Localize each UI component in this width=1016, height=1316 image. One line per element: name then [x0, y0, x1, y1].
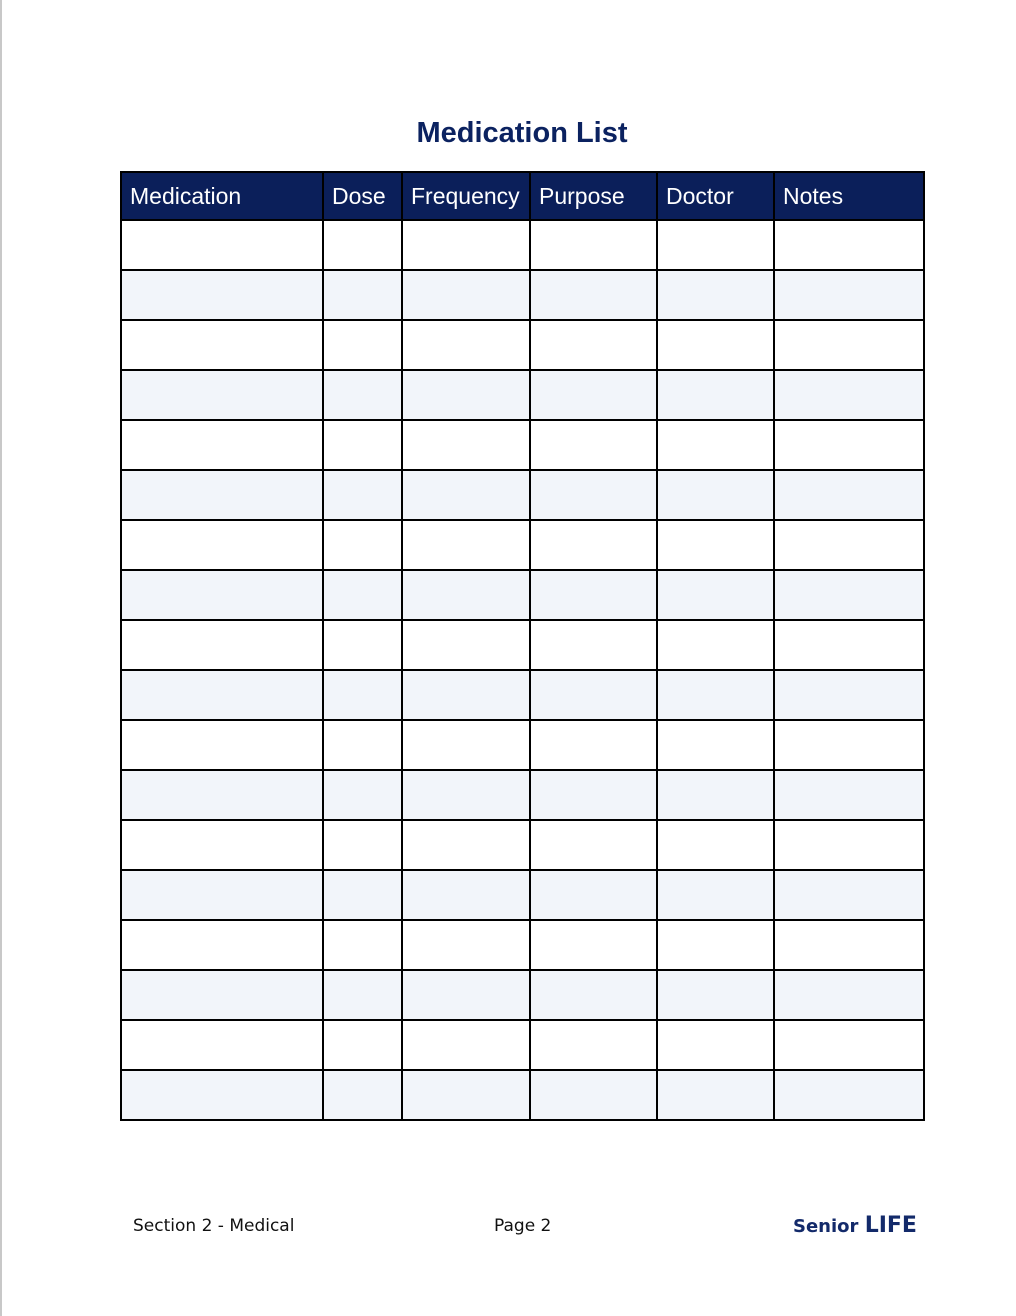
cell-notes[interactable]	[774, 870, 924, 920]
cell-dose[interactable]	[323, 1070, 402, 1120]
cell-frequency[interactable]	[402, 1070, 530, 1120]
table-row	[121, 820, 924, 870]
cell-notes[interactable]	[774, 720, 924, 770]
column-header-dose: Dose	[323, 172, 402, 220]
cell-frequency[interactable]	[402, 370, 530, 420]
cell-doctor[interactable]	[657, 570, 774, 620]
cell-dose[interactable]	[323, 720, 402, 770]
cell-purpose[interactable]	[530, 320, 657, 370]
cell-notes[interactable]	[774, 970, 924, 1020]
cell-purpose[interactable]	[530, 1020, 657, 1070]
cell-dose[interactable]	[323, 570, 402, 620]
medication-table	[120, 171, 925, 1121]
cell-medication[interactable]	[121, 470, 323, 520]
cell-purpose[interactable]	[530, 370, 657, 420]
cell-purpose[interactable]	[530, 920, 657, 970]
cell-medication[interactable]	[121, 1020, 323, 1070]
cell-frequency[interactable]	[402, 320, 530, 370]
table-row	[121, 720, 924, 770]
cell-purpose[interactable]	[530, 720, 657, 770]
table-row	[121, 1070, 924, 1120]
table-row	[121, 670, 924, 720]
cell-frequency[interactable]	[402, 220, 530, 270]
table-row	[121, 1020, 924, 1070]
page-edge	[0, 0, 2, 1316]
cell-medication[interactable]	[121, 1070, 323, 1120]
column-header-purpose: Purpose	[530, 172, 657, 220]
cell-dose[interactable]	[323, 820, 402, 870]
cell-medication[interactable]	[121, 870, 323, 920]
table-row	[121, 420, 924, 470]
cell-notes[interactable]	[774, 620, 924, 670]
cell-purpose[interactable]	[530, 670, 657, 720]
cell-medication[interactable]	[121, 970, 323, 1020]
cell-frequency[interactable]	[402, 420, 530, 470]
cell-purpose[interactable]	[530, 270, 657, 320]
cell-doctor[interactable]	[657, 620, 774, 670]
cell-doctor[interactable]	[657, 1020, 774, 1070]
cell-doctor[interactable]	[657, 470, 774, 520]
cell-frequency[interactable]	[402, 970, 530, 1020]
cell-doctor[interactable]	[657, 420, 774, 470]
cell-medication[interactable]	[121, 920, 323, 970]
cell-frequency[interactable]	[402, 920, 530, 970]
cell-dose[interactable]	[323, 1020, 402, 1070]
cell-notes[interactable]	[774, 820, 924, 870]
footer-section: Section 2 - Medical	[133, 1216, 295, 1236]
cell-purpose[interactable]	[530, 420, 657, 470]
cell-notes[interactable]	[774, 370, 924, 420]
cell-dose[interactable]	[323, 270, 402, 320]
cell-frequency[interactable]	[402, 1020, 530, 1070]
cell-medication[interactable]	[121, 820, 323, 870]
cell-purpose[interactable]	[530, 620, 657, 670]
cell-notes[interactable]	[774, 470, 924, 520]
footer-page-number: Page 2	[494, 1216, 552, 1236]
cell-frequency[interactable]	[402, 670, 530, 720]
cell-medication[interactable]	[121, 420, 323, 470]
cell-doctor[interactable]	[657, 970, 774, 1020]
table-row	[121, 570, 924, 620]
cell-doctor[interactable]	[657, 920, 774, 970]
cell-notes[interactable]	[774, 220, 924, 270]
table-row	[121, 770, 924, 820]
cell-notes[interactable]	[774, 670, 924, 720]
cell-medication[interactable]	[121, 570, 323, 620]
cell-notes[interactable]	[774, 270, 924, 320]
table-row	[121, 320, 924, 370]
cell-dose[interactable]	[323, 970, 402, 1020]
cell-dose[interactable]	[323, 220, 402, 270]
cell-purpose[interactable]	[530, 470, 657, 520]
cell-frequency[interactable]	[402, 270, 530, 320]
cell-dose[interactable]	[323, 320, 402, 370]
table-header-row	[121, 172, 924, 220]
cell-doctor[interactable]	[657, 1070, 774, 1120]
logo-word-senior: Senior	[793, 1216, 859, 1237]
cell-doctor[interactable]	[657, 820, 774, 870]
cell-notes[interactable]	[774, 1020, 924, 1070]
cell-notes[interactable]	[774, 1070, 924, 1120]
table-row	[121, 370, 924, 420]
cell-frequency[interactable]	[402, 720, 530, 770]
table-row	[121, 920, 924, 970]
cell-notes[interactable]	[774, 320, 924, 370]
cell-doctor[interactable]	[657, 320, 774, 370]
cell-frequency[interactable]	[402, 470, 530, 520]
logo-word-life: LIFE	[864, 1213, 917, 1238]
table-row	[121, 620, 924, 670]
cell-medication[interactable]	[121, 770, 323, 820]
cell-medication[interactable]	[121, 220, 323, 270]
table-row	[121, 220, 924, 270]
cell-notes[interactable]	[774, 770, 924, 820]
column-header-frequency: Frequency	[402, 172, 530, 220]
cell-dose[interactable]	[323, 870, 402, 920]
cell-notes[interactable]	[774, 420, 924, 470]
cell-dose[interactable]	[323, 920, 402, 970]
cell-dose[interactable]	[323, 770, 402, 820]
cell-dose[interactable]	[323, 670, 402, 720]
cell-frequency[interactable]	[402, 870, 530, 920]
cell-doctor[interactable]	[657, 770, 774, 820]
cell-purpose[interactable]	[530, 970, 657, 1020]
cell-dose[interactable]	[323, 620, 402, 670]
table-row	[121, 520, 924, 570]
cell-purpose[interactable]	[530, 520, 657, 570]
cell-frequency[interactable]	[402, 820, 530, 870]
cell-doctor[interactable]	[657, 370, 774, 420]
cell-purpose[interactable]	[530, 220, 657, 270]
cell-medication[interactable]	[121, 370, 323, 420]
cell-frequency[interactable]	[402, 770, 530, 820]
cell-doctor[interactable]	[657, 520, 774, 570]
cell-doctor[interactable]	[657, 870, 774, 920]
table-row	[121, 970, 924, 1020]
cell-medication[interactable]	[121, 270, 323, 320]
cell-dose[interactable]	[323, 420, 402, 470]
cell-doctor[interactable]	[657, 720, 774, 770]
cell-frequency[interactable]	[402, 570, 530, 620]
column-header-notes: Notes	[774, 172, 924, 220]
cell-dose[interactable]	[323, 470, 402, 520]
page-title: Medication List	[416, 117, 628, 149]
cell-dose[interactable]	[323, 370, 402, 420]
column-header-doctor: Doctor	[657, 172, 774, 220]
cell-medication[interactable]	[121, 670, 323, 720]
cell-medication[interactable]	[121, 520, 323, 570]
cell-frequency[interactable]	[402, 520, 530, 570]
cell-medication[interactable]	[121, 620, 323, 670]
cell-purpose[interactable]	[530, 770, 657, 820]
table-row	[121, 470, 924, 520]
cell-doctor[interactable]	[657, 270, 774, 320]
table-row	[121, 270, 924, 320]
cell-purpose[interactable]	[530, 820, 657, 870]
cell-notes[interactable]	[774, 520, 924, 570]
cell-medication[interactable]	[121, 320, 323, 370]
cell-purpose[interactable]	[530, 1070, 657, 1120]
cell-purpose[interactable]	[530, 870, 657, 920]
cell-frequency[interactable]	[402, 620, 530, 670]
cell-doctor[interactable]	[657, 670, 774, 720]
cell-doctor[interactable]	[657, 220, 774, 270]
senior-life-logo	[793, 1213, 917, 1238]
cell-notes[interactable]	[774, 920, 924, 970]
cell-purpose[interactable]	[530, 570, 657, 620]
table-row	[121, 870, 924, 920]
column-header-medication: Medication	[121, 172, 323, 220]
cell-medication[interactable]	[121, 720, 323, 770]
cell-notes[interactable]	[774, 570, 924, 620]
cell-dose[interactable]	[323, 520, 402, 570]
